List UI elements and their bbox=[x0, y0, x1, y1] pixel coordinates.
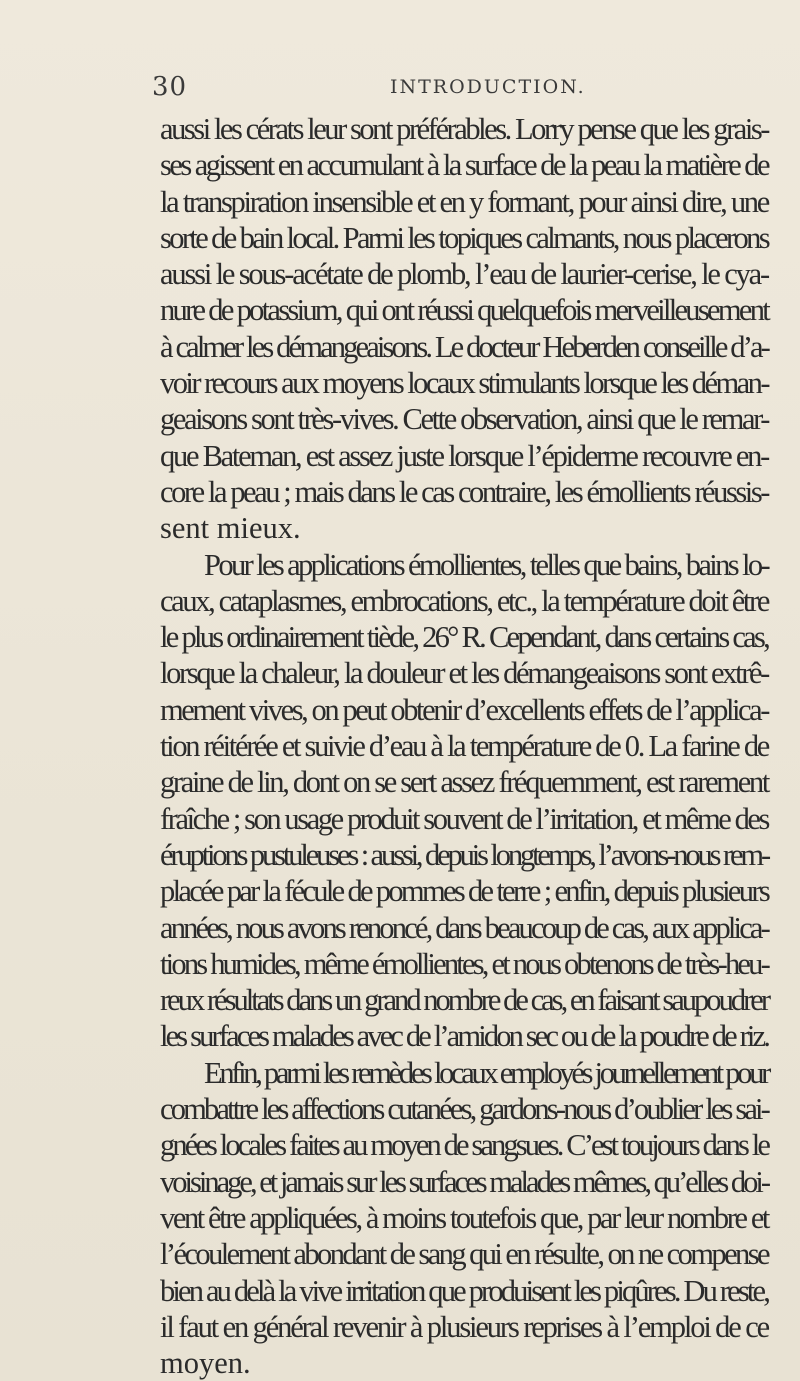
running-title: INTRODUCTION. bbox=[390, 76, 586, 98]
body-text bbox=[160, 111, 768, 1381]
text-line: ses agissent en accumulant à la surface de la peau la matière de bbox=[160, 148, 768, 183]
text-line: aussi les cérats leur sont préférables. Lorry pense que les grais- bbox=[160, 112, 768, 146]
text-line: années, nous avons renoncé, dans beaucoup de cas, aux applica- bbox=[160, 910, 768, 945]
paragraph-end-line: moyen. bbox=[160, 1346, 251, 1381]
text-line: mement vives, on peut obtenir d’excellents effets de l’applica- bbox=[160, 692, 768, 727]
text-line: gnées locales faites au moyen de sangsues. C’est toujours dans le bbox=[160, 1128, 768, 1163]
text-line: voisinage, et jamais sur les surfaces malades mêmes, qu’elles doi- bbox=[160, 1164, 768, 1199]
paragraph-start-line: Pour les applications émollientes, telles que bains, bains lo- bbox=[204, 547, 768, 582]
text-line: aussi le sous-acétate de plomb, l’eau de laurier-cerise, le cya- bbox=[160, 257, 768, 292]
text-line: l’écoulement abondant de sang qui en résulte, on ne compense bbox=[160, 1237, 768, 1272]
text-line: bien au delà la vive irritation que produisent les piqûres. Du reste, bbox=[160, 1273, 768, 1308]
text-line: core la peau ; mais dans le cas contraire, les émollients réussis- bbox=[160, 474, 768, 509]
text-line: tion réitérée et suivie d’eau à la température de 0. La farine de bbox=[160, 729, 768, 764]
text-line: placée par la fécule de pommes de terre ; enfin, depuis plusieurs bbox=[160, 874, 769, 909]
text-line: combattre les affections cutanées, gardons-nous d’oublier les sai- bbox=[160, 1092, 768, 1127]
text-line: que Bateman, est assez juste lorsque l’épiderme recouvre en- bbox=[160, 438, 768, 473]
text-line: il faut en général revenir à plusieurs reprises à l’emploi de ce bbox=[160, 1309, 768, 1344]
text-line: lorsque la chaleur, la douleur et les démangeaisons sont extrê- bbox=[160, 656, 768, 691]
text-line: à calmer les démangeaisons. Le docteur Heberden conseille d’a- bbox=[160, 329, 768, 364]
text-line: geaisons sont très-vives. Cette observation, ainsi que le remar- bbox=[160, 402, 768, 437]
page-header bbox=[152, 72, 752, 102]
text-line: éruptions pustuleuses : aussi, depuis longtemps, l’avons-nous rem- bbox=[160, 837, 768, 872]
text-line: nure de potassium, qui ont réussi quelquefois merveilleusement bbox=[160, 293, 768, 328]
text-line: caux, cataplasmes, embrocations, etc., la température doit être bbox=[160, 583, 768, 618]
text-line: la transpiration insensible et en y formant, pour ainsi dire, une bbox=[160, 184, 768, 219]
paragraph-start-line: Enfin, parmi les remèdes locaux employés journellement pour bbox=[204, 1055, 768, 1090]
paragraph-end-line: sent mieux. bbox=[160, 511, 301, 546]
text-line: fraîche ; son usage produit souvent de l’irritation, et même des bbox=[160, 801, 768, 836]
text-line: tions humides, même émollientes, et nous obtenons de très-heu- bbox=[160, 946, 768, 981]
text-line: les surfaces malades avec de l’amidon sec ou de la poudre de riz. bbox=[160, 1019, 768, 1054]
text-line: graine de lin, dont on se sert assez fréquemment, est rarement bbox=[160, 765, 768, 800]
text-line: le plus ordinairement tiède, 26° R. Cependant, dans certains cas, bbox=[160, 620, 768, 655]
page-number: 30 bbox=[152, 72, 188, 102]
text-line: sorte de bain local. Parmi les topiques calmants, nous placerons bbox=[160, 220, 768, 255]
text-line: reux résultats dans un grand nombre de cas, en faisant saupoudrer bbox=[160, 983, 768, 1018]
text-line: vent être appliquées, à moins toutefois que, par leur nombre et bbox=[160, 1200, 768, 1235]
text-line: voir recours aux moyens locaux stimulants lorsque les déman- bbox=[160, 366, 768, 401]
